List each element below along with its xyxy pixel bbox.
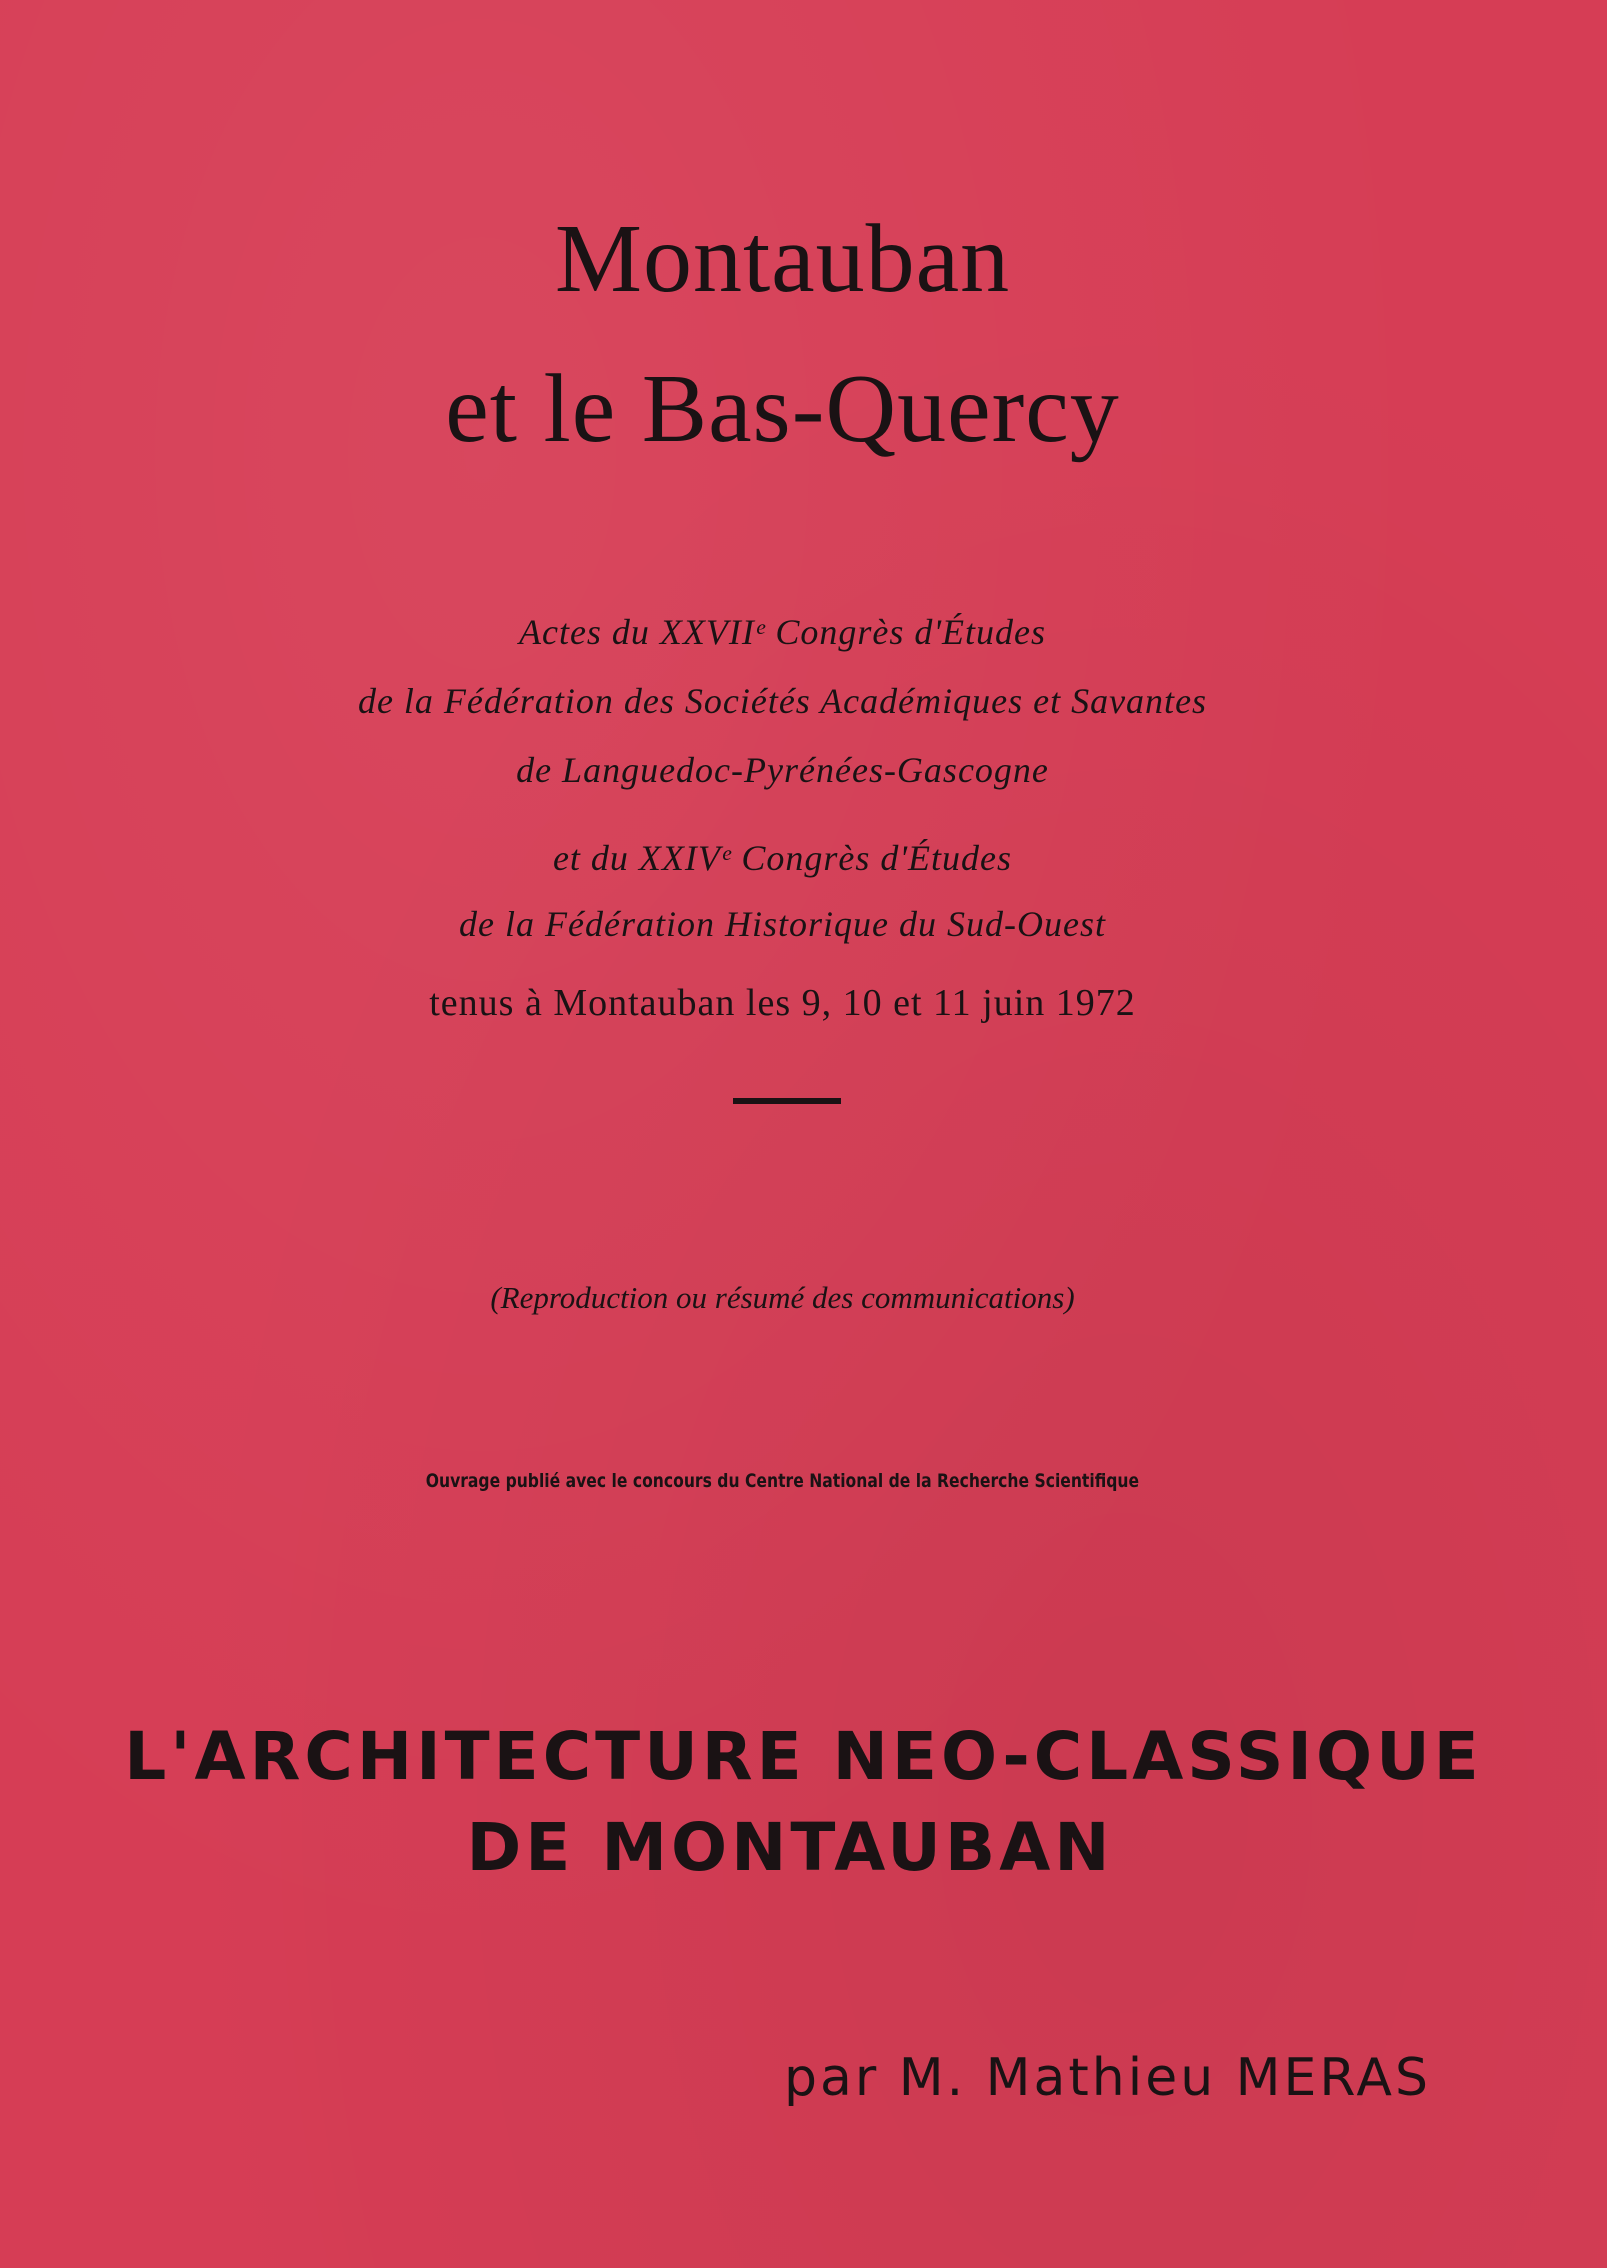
- congress-dates: tenus à Montauban les 9, 10 et 11 juin 1972: [429, 982, 1136, 1024]
- congress-line-4: et du XXIVᵉ Congrès d'Études: [552, 838, 1013, 878]
- congress-line-1: Actes du XXVIIᵉ Congrès d'Études: [518, 612, 1047, 652]
- author-byline: par M. Mathieu MERAS: [783, 2048, 1431, 2108]
- book-title-line-2: et le Bas-Quercy: [445, 355, 1120, 463]
- book-title-line-1: Montauban: [554, 205, 1011, 313]
- divider-rule: [733, 1098, 841, 1104]
- article-title-line-1: L'ARCHITECTURE NEO-CLASSIQUE: [124, 1718, 1483, 1795]
- reproduction-note: (Reproduction ou résumé des communications): [490, 1280, 1075, 1315]
- congress-line-3: de Languedoc-Pyrénées-Gascogne: [516, 750, 1049, 790]
- article-title-line-2: DE MONTAUBAN: [466, 1809, 1114, 1886]
- congress-line-5: de la Fédération Historique du Sud-Ouest: [459, 904, 1106, 944]
- congress-line-2: de la Fédération des Sociétés Académiques et Savantes: [357, 681, 1208, 721]
- publisher-credit: Ouvrage publié avec le concours du Centre National de la Recherche Scientifique: [425, 1470, 1140, 1492]
